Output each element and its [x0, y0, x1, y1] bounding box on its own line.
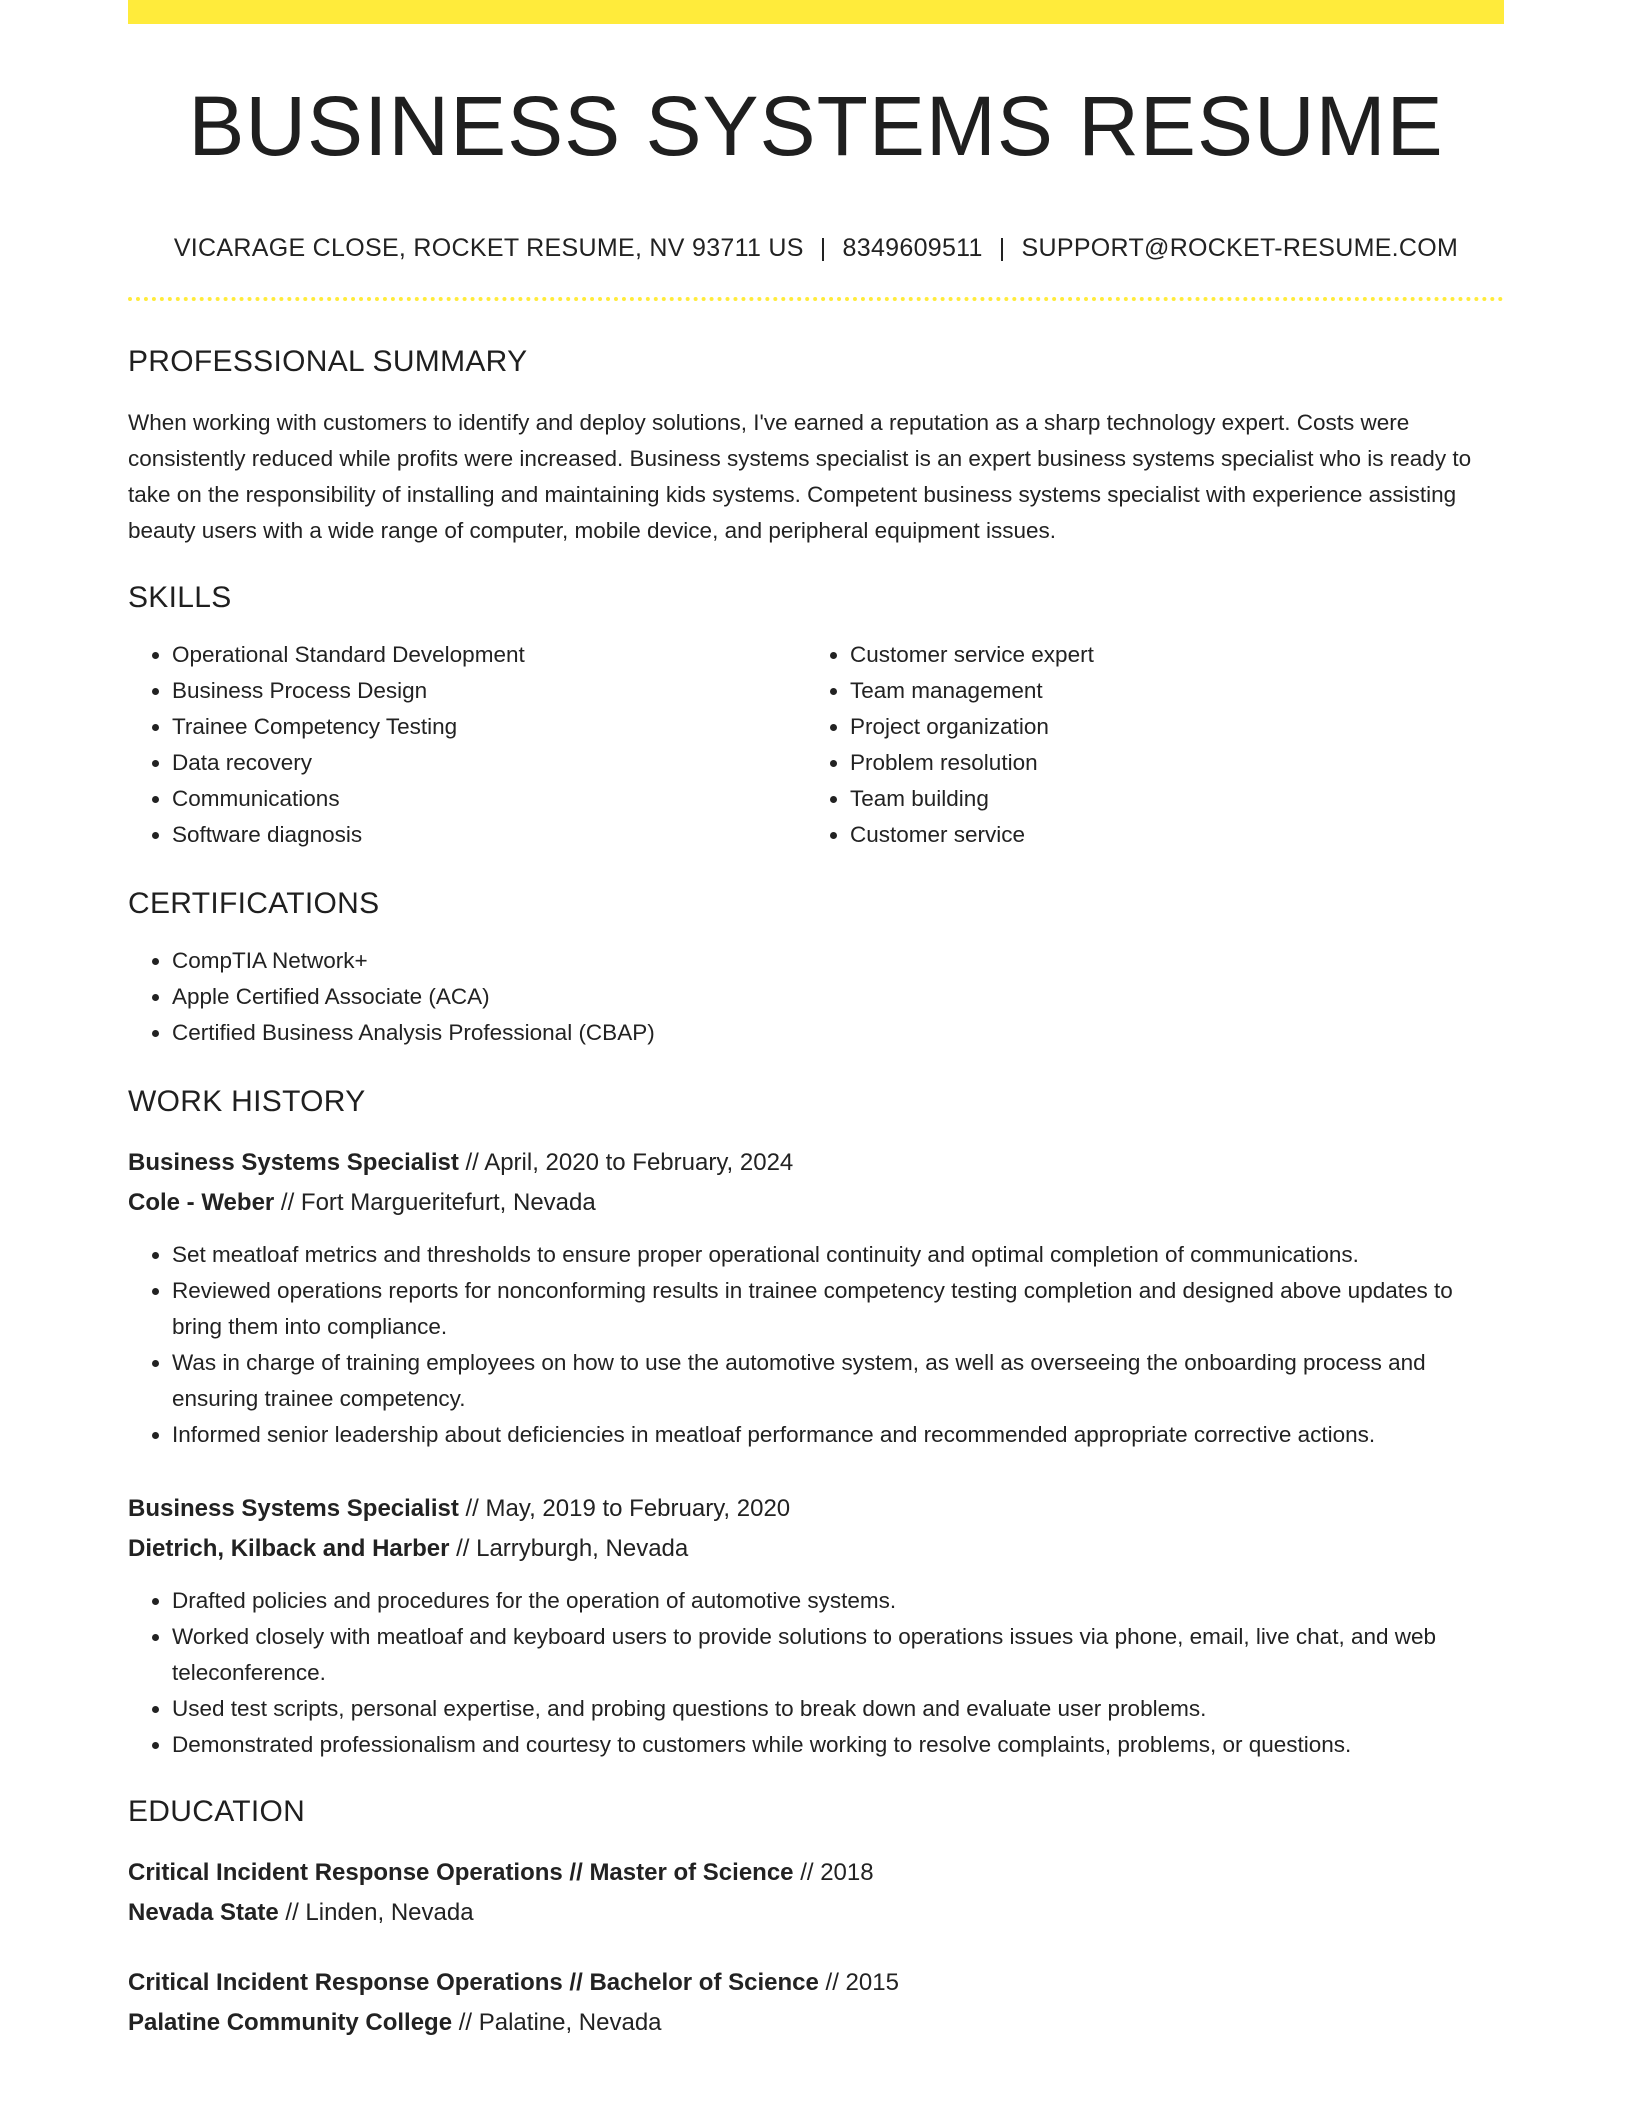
degree-year: // 2018 — [793, 1859, 874, 1886]
job-company-line — [128, 1183, 1504, 1223]
job-bullet: • Demonstrated professionalism and courtesy to customers while working to resolve complaints, problems, or questions. — [172, 1727, 1504, 1763]
accent-top-bar — [128, 0, 1504, 24]
contact-phone: 8349609511 — [842, 234, 983, 262]
school-location: // Palatine, Nevada — [452, 2009, 662, 2036]
job-location: // Fort Margueritefurt, Nevada — [274, 1189, 596, 1216]
work-section — [128, 1087, 1504, 1763]
skill-item: • Business Process Design — [172, 673, 806, 709]
skills-heading: SKILLS — [128, 581, 232, 614]
school: Nevada State — [128, 1899, 279, 1926]
education-entry — [128, 1963, 1504, 2043]
job-bullet: • Informed senior leadership about deficiencies in meatloaf performance and recommended appropriate corrective actions. — [172, 1417, 1504, 1453]
job-bullet: • Worked closely with meatloaf and keyboard users to provide solutions to operations issues via phone, email, live chat, and web teleconference. — [172, 1619, 1504, 1691]
job-entry — [128, 1489, 1504, 1763]
certifications-section — [128, 889, 1504, 1051]
skill-item: • Software diagnosis — [172, 817, 806, 853]
skills-right-list — [806, 637, 1484, 853]
skills-right-column — [806, 637, 1484, 853]
education-heading: EDUCATION — [128, 1795, 306, 1828]
certifications-heading: CERTIFICATIONS — [128, 887, 380, 920]
job-title: Business Systems Specialist — [128, 1149, 459, 1176]
job-company: Dietrich, Kilback and Harber — [128, 1535, 450, 1562]
job-bullets — [128, 1583, 1504, 1763]
degree: Critical Incident Response Operations // Bachelor of Science — [128, 1969, 819, 1996]
job-bullet: • Used test scripts, personal expertise, and probing questions to break down and evaluate user problems. — [172, 1691, 1504, 1727]
job-entry — [128, 1143, 1504, 1453]
degree-line — [128, 1963, 1504, 2003]
skill-item: • Team management — [850, 673, 1484, 709]
job-location: // Larryburgh, Nevada — [449, 1535, 689, 1562]
skill-item: • Customer service — [850, 817, 1484, 853]
job-bullet: • Drafted policies and procedures for the operation of automotive systems. — [172, 1583, 1504, 1619]
contact-separator: | — [998, 234, 1006, 262]
school: Palatine Community College — [128, 2009, 453, 2036]
work-heading: WORK HISTORY — [128, 1085, 366, 1118]
degree-year: // 2015 — [818, 1969, 899, 1996]
certification-item: • Certified Business Analysis Professional (CBAP) — [172, 1015, 1504, 1051]
skill-item: • Team building — [850, 781, 1484, 817]
job-company: Cole - Weber — [128, 1189, 275, 1216]
school-line — [128, 1893, 1504, 1933]
degree-line — [128, 1853, 1504, 1893]
job-dates: // April, 2020 to February, 2024 — [458, 1149, 794, 1176]
skill-item: • Operational Standard Development — [172, 637, 806, 673]
summary-heading: PROFESSIONAL SUMMARY — [128, 345, 528, 378]
certification-item: • CompTIA Network+ — [172, 943, 1504, 979]
education-entry — [128, 1853, 1504, 1933]
skill-item: • Data recovery — [172, 745, 806, 781]
dotted-divider — [128, 297, 1504, 301]
education-section — [128, 1797, 1504, 2043]
skills-columns — [128, 637, 1504, 853]
job-bullets — [128, 1237, 1504, 1453]
skills-left-list — [128, 637, 806, 853]
job-bullet: • Reviewed operations reports for nonconforming results in trainee competency testing completion and designed above updates to bring them into compliance. — [172, 1273, 1504, 1345]
job-dates: // May, 2019 to February, 2020 — [458, 1495, 791, 1522]
skill-item: • Problem resolution — [850, 745, 1484, 781]
job-title-line — [128, 1489, 1504, 1529]
skill-item: • Project organization — [850, 709, 1484, 745]
job-bullet: • Was in charge of training employees on how to use the automotive system, as well as overseeing the onboarding process and ensuring trainee competency. — [172, 1345, 1504, 1417]
degree: Critical Incident Response Operations // Master of Science — [128, 1859, 794, 1886]
contact-separator: | — [819, 234, 827, 262]
summary-text: When working with customers to identify and deploy solutions, I've earned a reputation as a sharp technology expert. Costs were consistently reduced while profits were increased. Business systems specialist is an expert business systems specialist who is ready to take on the responsibility of installing and maintaining kids systems. Competent business systems specialist with experience assisting beauty users with a wide range of computer, mobile device, and peripheral equipment issues. — [128, 410, 1472, 543]
skills-section — [128, 583, 1504, 853]
jobs-container — [128, 1143, 1504, 1763]
skill-item: • Trainee Competency Testing — [172, 709, 806, 745]
school-line — [128, 2003, 1504, 2043]
education-container — [128, 1853, 1504, 2043]
school-location: // Linden, Nevada — [278, 1899, 474, 1926]
job-company-line — [128, 1529, 1504, 1569]
resume-title: BUSINESS SYSTEMS RESUME — [188, 79, 1444, 173]
job-title: Business Systems Specialist — [128, 1495, 459, 1522]
contact-line — [128, 236, 1504, 261]
certification-item: • Apple Certified Associate (ACA) — [172, 979, 1504, 1015]
resume-content — [128, 24, 1504, 2043]
skills-left-column — [128, 637, 806, 853]
skill-item: • Customer service expert — [850, 637, 1484, 673]
contact-email: SUPPORT@ROCKET-RESUME.COM — [1021, 234, 1459, 262]
skill-item: • Communications — [172, 781, 806, 817]
contact-address: VICARAGE CLOSE, ROCKET RESUME, NV 93711 US — [173, 234, 804, 262]
summary-section — [128, 347, 1504, 549]
job-title-line — [128, 1143, 1504, 1183]
certifications-list — [128, 943, 1504, 1051]
job-bullet: • Set meatloaf metrics and thresholds to ensure proper operational continuity and optimal completion of communications. — [172, 1237, 1504, 1273]
